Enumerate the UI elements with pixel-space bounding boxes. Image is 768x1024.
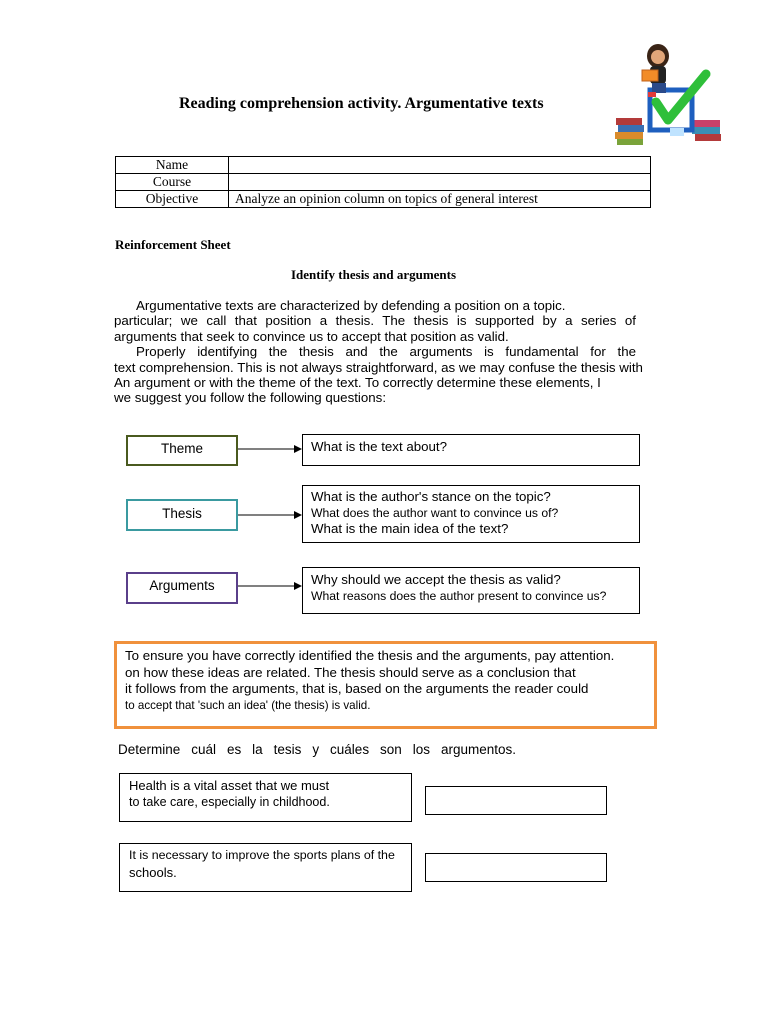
arguments-questions-box bbox=[302, 567, 640, 614]
arguments-label-box: Arguments bbox=[126, 572, 238, 604]
person-avatar-icon bbox=[642, 44, 669, 97]
arguments-question: What reasons does the author present to convince us? bbox=[311, 589, 607, 603]
answer-field[interactable] bbox=[425, 853, 607, 882]
attention-note-box bbox=[114, 641, 657, 729]
paragraph-line: Properly identifying the thesis and the arguments is fundamental for the bbox=[136, 344, 636, 360]
objective-value: Analyze an opinion column on topics of general interest bbox=[229, 191, 651, 208]
name-label: Name bbox=[116, 157, 229, 174]
course-field[interactable] bbox=[229, 174, 651, 191]
statement-line: It is necessary to improve the sports plans of the bbox=[129, 848, 395, 862]
note-line: to accept that 'such an idea' (the thesis) is valid. bbox=[125, 698, 371, 712]
exercise-instruction: Determine cuál es la tesis y cuáles son los argumentos. bbox=[118, 742, 516, 757]
intro-paragraph bbox=[114, 298, 643, 406]
thesis-question: What is the main idea of the text? bbox=[311, 521, 509, 536]
reading-teacher-illustration bbox=[612, 40, 724, 148]
theme-label-box: Theme bbox=[126, 435, 238, 466]
statement-line: to take care, especially in childhood. bbox=[129, 795, 330, 809]
paragraph-line: we suggest you follow the following questions: bbox=[114, 390, 387, 406]
book-stack-left-icon bbox=[615, 118, 644, 145]
paragraph-line: particular; we call that position a thesis. The thesis is supported by a series of bbox=[114, 313, 636, 329]
thesis-label-box: Thesis bbox=[126, 499, 238, 531]
section-subheading: Identify thesis and arguments bbox=[291, 267, 457, 282]
course-label: Course bbox=[116, 174, 229, 191]
info-table bbox=[115, 156, 651, 208]
section-heading: Reinforcement Sheet bbox=[115, 237, 231, 252]
name-field[interactable] bbox=[229, 157, 651, 174]
book-stack-right-icon bbox=[692, 120, 721, 141]
statement-line: schools. bbox=[129, 865, 177, 880]
thesis-question: What does the author want to convince us of? bbox=[311, 506, 559, 520]
arguments-question: Why should we accept the thesis as valid? bbox=[311, 572, 561, 587]
statement-box bbox=[119, 773, 412, 822]
thesis-questions-box bbox=[302, 485, 640, 543]
note-line: it follows from the arguments, that is, based on the arguments the reader could bbox=[125, 681, 589, 696]
statement-box bbox=[119, 843, 412, 892]
objective-label: Objective bbox=[116, 191, 229, 208]
table-row bbox=[116, 157, 651, 174]
theme-question: What is the text about? bbox=[311, 439, 448, 454]
theme-questions-box bbox=[302, 434, 640, 466]
paragraph-line: text comprehension. This is not always straightforward, as we may confuse the thesis with bbox=[114, 359, 643, 375]
table-row bbox=[116, 174, 651, 191]
paragraph-line: arguments that seek to convince us to accept that position as valid. bbox=[114, 328, 509, 344]
book-icon bbox=[670, 128, 684, 136]
note-line: To ensure you have correctly identified the thesis and the arguments, pay attention. bbox=[125, 648, 615, 663]
answer-field[interactable] bbox=[425, 786, 607, 815]
note-line: on how these ideas are related. The thesis should serve as a conclusion that bbox=[125, 664, 576, 680]
statement-line: Health is a vital asset that we must bbox=[129, 778, 330, 793]
paragraph-line: Argumentative texts are characterized by defending a position on a topic. bbox=[136, 298, 566, 313]
thesis-question: What is the author's stance on the topic? bbox=[311, 489, 551, 504]
page-title: Reading comprehension activity. Argumentative texts bbox=[179, 95, 544, 112]
paragraph-line: An argument or with the theme of the text. To correctly determine these elements, I bbox=[114, 375, 601, 391]
table-row bbox=[116, 191, 651, 208]
